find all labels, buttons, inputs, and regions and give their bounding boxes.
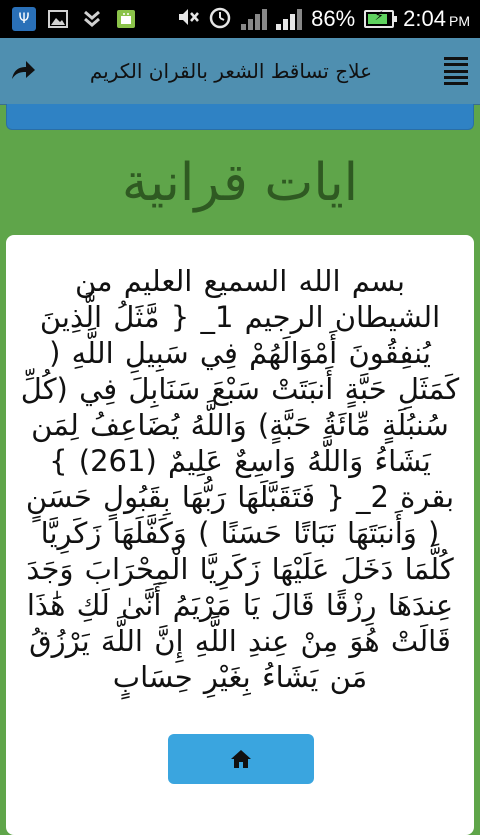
home-icon [230,749,252,769]
battery-charging-icon: ⚡ [364,10,394,28]
usb-icon: Ψ [12,7,36,31]
signal-icon [276,8,302,30]
share-arrow-icon[interactable] [8,55,38,85]
clock-time: 2:04 [403,6,446,31]
mute-icon [177,7,199,32]
download-icon [80,7,104,31]
status-bar [0,0,480,38]
quran-verses-text: بسم الله السميع العليم من الشيطان الرجيم 1_ { مَّثَلُ الَّذِينَ يُنفِقُونَ أَمْوَالَهُمْ فِي سَبِيلِ اللَّهِ ( كَمَثَلِ حَبَّةٍ أَنبَتَتْ سَبْعَ سَنَابِلَ فِي (كُلِّ سُنبُلَةٍ مِّائَةُ حَبَّةٍ) وَاللَّهُ يُضَاعِفُ لِمَن يَشَاءُ وَاللَّهُ وَاسِعٌ عَلِيمٌ (261) } بقرة 2_ { فَتَقَبَّلَهَا رَبُّهَا بِقَبُولٍ حَسَنٍ ( وَأَنبَتَهَا نَبَاتًا حَسَنًا ) وَكَفَّلَهَا زَكَرِيَّا كُلَّمَا دَخَلَ عَلَيْهَا زَكَرِيَّا الْمِحْرَابَ وَجَدَ عِندَهَا رِزْقًا قَالَ يَا مَرْيَمُ أَنَّىٰ لَكِ هَٰذَا قَالَتْ هُوَ مِنْ عِندِ اللَّهِ إِنَّ اللَّهَ يَرْزُقُ مَن يَشَاءُ بِغَيْرِ حِسَابٍ [20,264,460,694]
app-title: علاج تساقط الشعر بالقران الكريم [89,59,372,83]
home-button[interactable] [168,734,314,784]
image-icon [46,7,70,31]
top-button[interactable] [6,104,474,130]
alarm-icon [208,5,232,34]
page-heading: ايات قرانية [121,153,359,213]
battery-percent: 86% [311,6,356,31]
no-signal-icon [241,8,267,30]
clock [403,6,470,32]
menu-icon[interactable] [444,57,468,85]
android-icon [114,7,138,31]
clock-ampm: PM [449,13,470,29]
app-bar [0,38,480,105]
